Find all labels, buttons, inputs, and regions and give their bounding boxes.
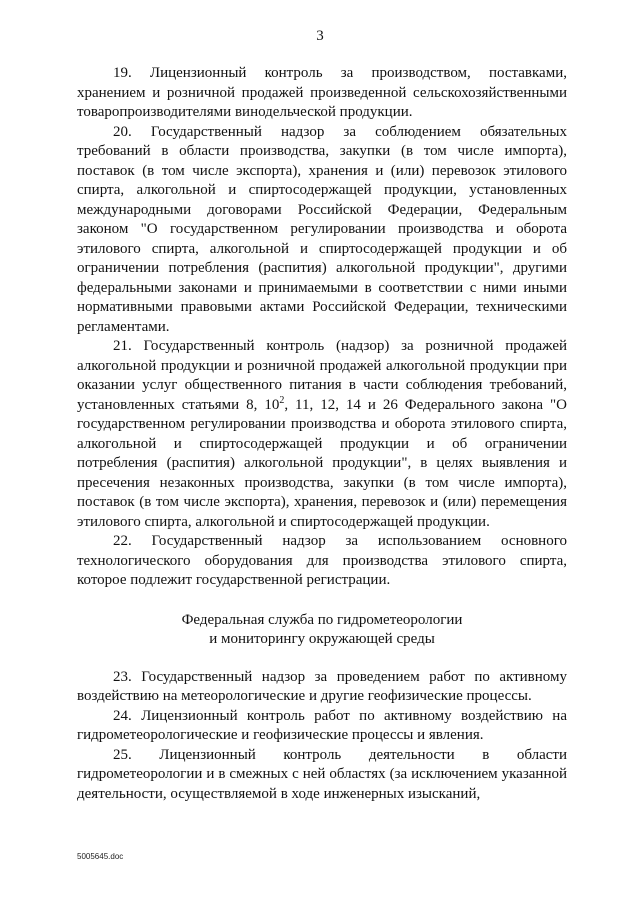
section-heading [77,611,567,650]
page-number: 3 [316,28,324,44]
paragraph-19: 19. Лицензионный контроль за производством, поставками, хранением и розничной продажей произведенной сельскохозяйственными товаропроизводителями винодельческой продукции. [77,65,567,120]
paragraph-24: 24. Лицензионный контроль работ по активному воздействию на гидрометеорологические и геофизические процессы и явления. [77,707,567,743]
paragraph-22: 22. Государственный надзор за использованием основного технологического оборудования для производства этилового спирта, которое подлежит государственной регистрации. [77,533,567,588]
paragraph-21-text-a: 21. Государственный контроль (надзор) за розничной продажей алкогольной продукции и розничной продажей алкогольной продукции при оказании услуг общественного питания в части соблюдения требований, установленных статьями 8, 10 [77,338,567,413]
section-heading-line1: Федеральная служба по гидрометеорологии [181,611,463,628]
file-name-footer: 5005645.doc [77,852,124,861]
paragraph-21-superscript: 2 [279,394,285,406]
paragraph-21 [77,337,567,532]
paragraph-25: 25. Лицензионный контроль деятельности в области гидрометеорологии и в смежных с ней областях (за исключением указанной деятельности, осуществляемой в ходе инженерных изысканий, [77,746,567,802]
document-body [77,64,567,804]
section-heading-line2: и мониторингу окружающей среды [209,631,435,647]
paragraph-20: 20. Государственный надзор за соблюдением обязательных требований в области производства, закупки (в том числе импорта), поставок (в том числе экспорта), хранения и (или) перевозок этилового спирта, алкогольной и спиртосодержащей продукции, установленных международными договорами Российской Федерации, Федеральным законом "О государственном регулировании производства и оборота этилового спирта, алкогольной и спиртосодержащей продукции и об ограничении потребления (распития) алкогольной продукции", другими федеральными законами и принимаемыми в соответствии с ними иными нормативными правовыми актами Российской Федерации, техническими регламентами. [77,123,567,335]
paragraph-23: 23. Государственный надзор за проведением работ по активному воздействию на метеорологические и другие геофизические процессы. [77,668,567,704]
paragraph-21-text-b: , 11, 12, 14 и 26 Федерального закона "О государственном регулировании производства и оборота этилового спирта, алкогольной и спиртосодержащей продукции и об ограничении потребления (распития) алкогольной продукции", в целях выявления и пресечения незаконных производства, закупки (в том числе импорта), поставок (в том числе экспорта), хранения, перевозок и (или) перемещения этилового спирта, алкогольной и спиртосодержащей продукции. [77,396,567,530]
